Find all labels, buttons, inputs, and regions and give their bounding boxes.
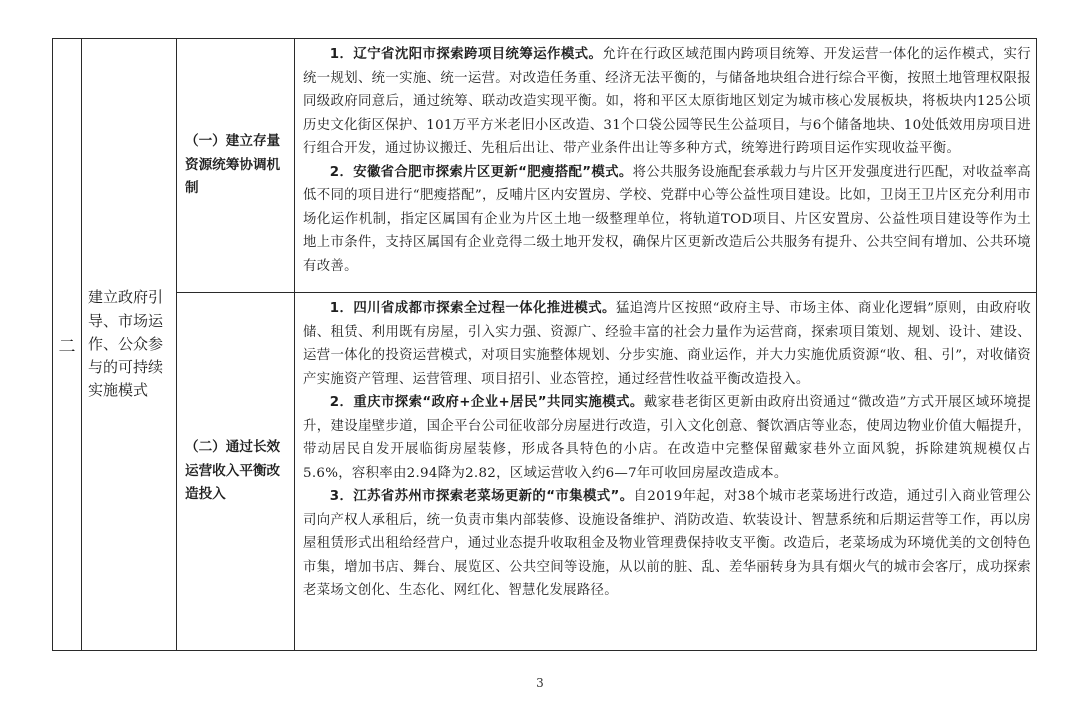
subcategory-title: （一）建立存量资源统筹协调机制 — [185, 133, 281, 197]
subcategory-title: （二）通过长效运营收入平衡改造投入 — [185, 439, 281, 503]
page-number: 3 — [536, 676, 544, 690]
subcategory-cell — [177, 39, 295, 293]
case-paragraph — [303, 43, 1031, 161]
content-cell — [295, 39, 1037, 293]
case-heading: 3．江苏省苏州市探索老菜场更新的“市集模式”。 — [329, 489, 634, 505]
case-paragraph — [303, 485, 1031, 603]
case-text: 将公共服务设施配套承载力与片区开发强度进行匹配，对收益率高低不同的项目进行“肥瘦搭配”，反哺片区内安置房、学校、党群中心等公益性项目建设。比如，卫岗王卫片区充分利用市场化运作机制，指定区属国有企业为片区土地一级整理单位，将轨道TOD项目、片区安置房、公益性项目建设等作为土地上市条件，支持区属国有企业竞得二级土地开发权，确保片区更新改造后公共服务有提升、公共空间有增加、公共环境有改善。 — [303, 164, 1031, 274]
case-heading: 1．四川省成都市探索全过程一体化推进模式。 — [329, 301, 616, 317]
content-cell — [295, 293, 1037, 651]
table-row — [53, 293, 1037, 651]
case-heading: 1．辽宁省沈阳市探索跨项目统筹运作模式。 — [329, 47, 603, 62]
case-heading: 2．安徽省合肥市探索片区更新“肥瘦搭配”模式。 — [329, 164, 633, 180]
row-number: 二 — [58, 337, 76, 357]
case-paragraph — [303, 297, 1031, 391]
case-paragraph — [303, 391, 1031, 485]
case-text: 允许在行政区域范围内跨项目统筹、开发运营一体化的运作模式，实行统一规划、统一实施、统一运营。对改造任务重、经济无法平衡的，与储备地块组合进行综合平衡，按照土地管理权限报同级政府同意后，通过统筹、联动改造实现平衡。如，将和平区太原街地区划定为城市核心发展板块，将板块内125公顷历史文化街区保护、101万平方米老旧小区改造、31个口袋公园等民生公益项目，与6个储备地块、10处低效用房项目进行组合开发，通过协议搬迁、先租后出让、带产业条件出让等多种方式，统筹进行跨项目运作实现收益平衡。 — [303, 47, 1031, 156]
category-label: 建立政府引导、市场运作、公众参与的可持续实施模式 — [88, 288, 164, 400]
table-row — [53, 39, 1037, 293]
row-number-cell — [53, 39, 82, 651]
case-paragraph — [303, 161, 1031, 279]
case-text: 自2019年起，对38个城市老菜场进行改造，通过引入商业管理公司向产权人承租后，统一负责市集内部装修、设施设备维护、消防改造、软装设计、智慧系统和后期运营等工作，再以房屋租赁形式出租给经营户，通过业态提升收取租金及物业管理费保持收支平衡。改造后，老菜场成为环境优美的文创特色市集，增加书店、舞台、展览区、公共空间等设施，从以前的脏、乱、差华丽转身为具有烟火气的城市会客厅，成功探索老菜场文创化、生态化、网红化、智慧化发展路径。 — [303, 489, 1031, 599]
case-text: 猛追湾片区按照“政府主导、市场主体、商业化逻辑”原则，由政府收储、租赁、利用既有房屋，引入实力强、资源广、经验丰富的社会力量作为运营商，探索项目策划、规划、设计、建设、运营一体化的投资运营模式，对项目实施整体规划、分步实施、商业运作，并大力实施优质资源“收、租、引”，对收储资产实施资产管理、运营管理、项目招引、业态管控，通过经营性收益平衡改造投入。 — [303, 301, 1031, 387]
subcategory-cell — [177, 293, 295, 651]
case-text: 戴家巷老街区更新由政府出资通过“微改造”方式开展区域环境提升，建设崖壁步道，国企平台公司征收部分房屋进行改造，引入文化创意、餐饮酒店等业态，使周边物业价值大幅提升，带动居民自发开展临街房屋装修，形成各具特色的小店。在改造中完整保留戴家巷外立面风貌，拆除建筑规模仅占5.6%，容积率由2.94降为2.82，区域运营收入约6—7年可收回房屋改造成本。 — [303, 395, 1032, 481]
policy-table — [52, 38, 1037, 651]
case-heading: 2．重庆市探索“政府+企业+居民”共同实施模式。 — [329, 395, 644, 411]
category-cell — [82, 39, 177, 651]
